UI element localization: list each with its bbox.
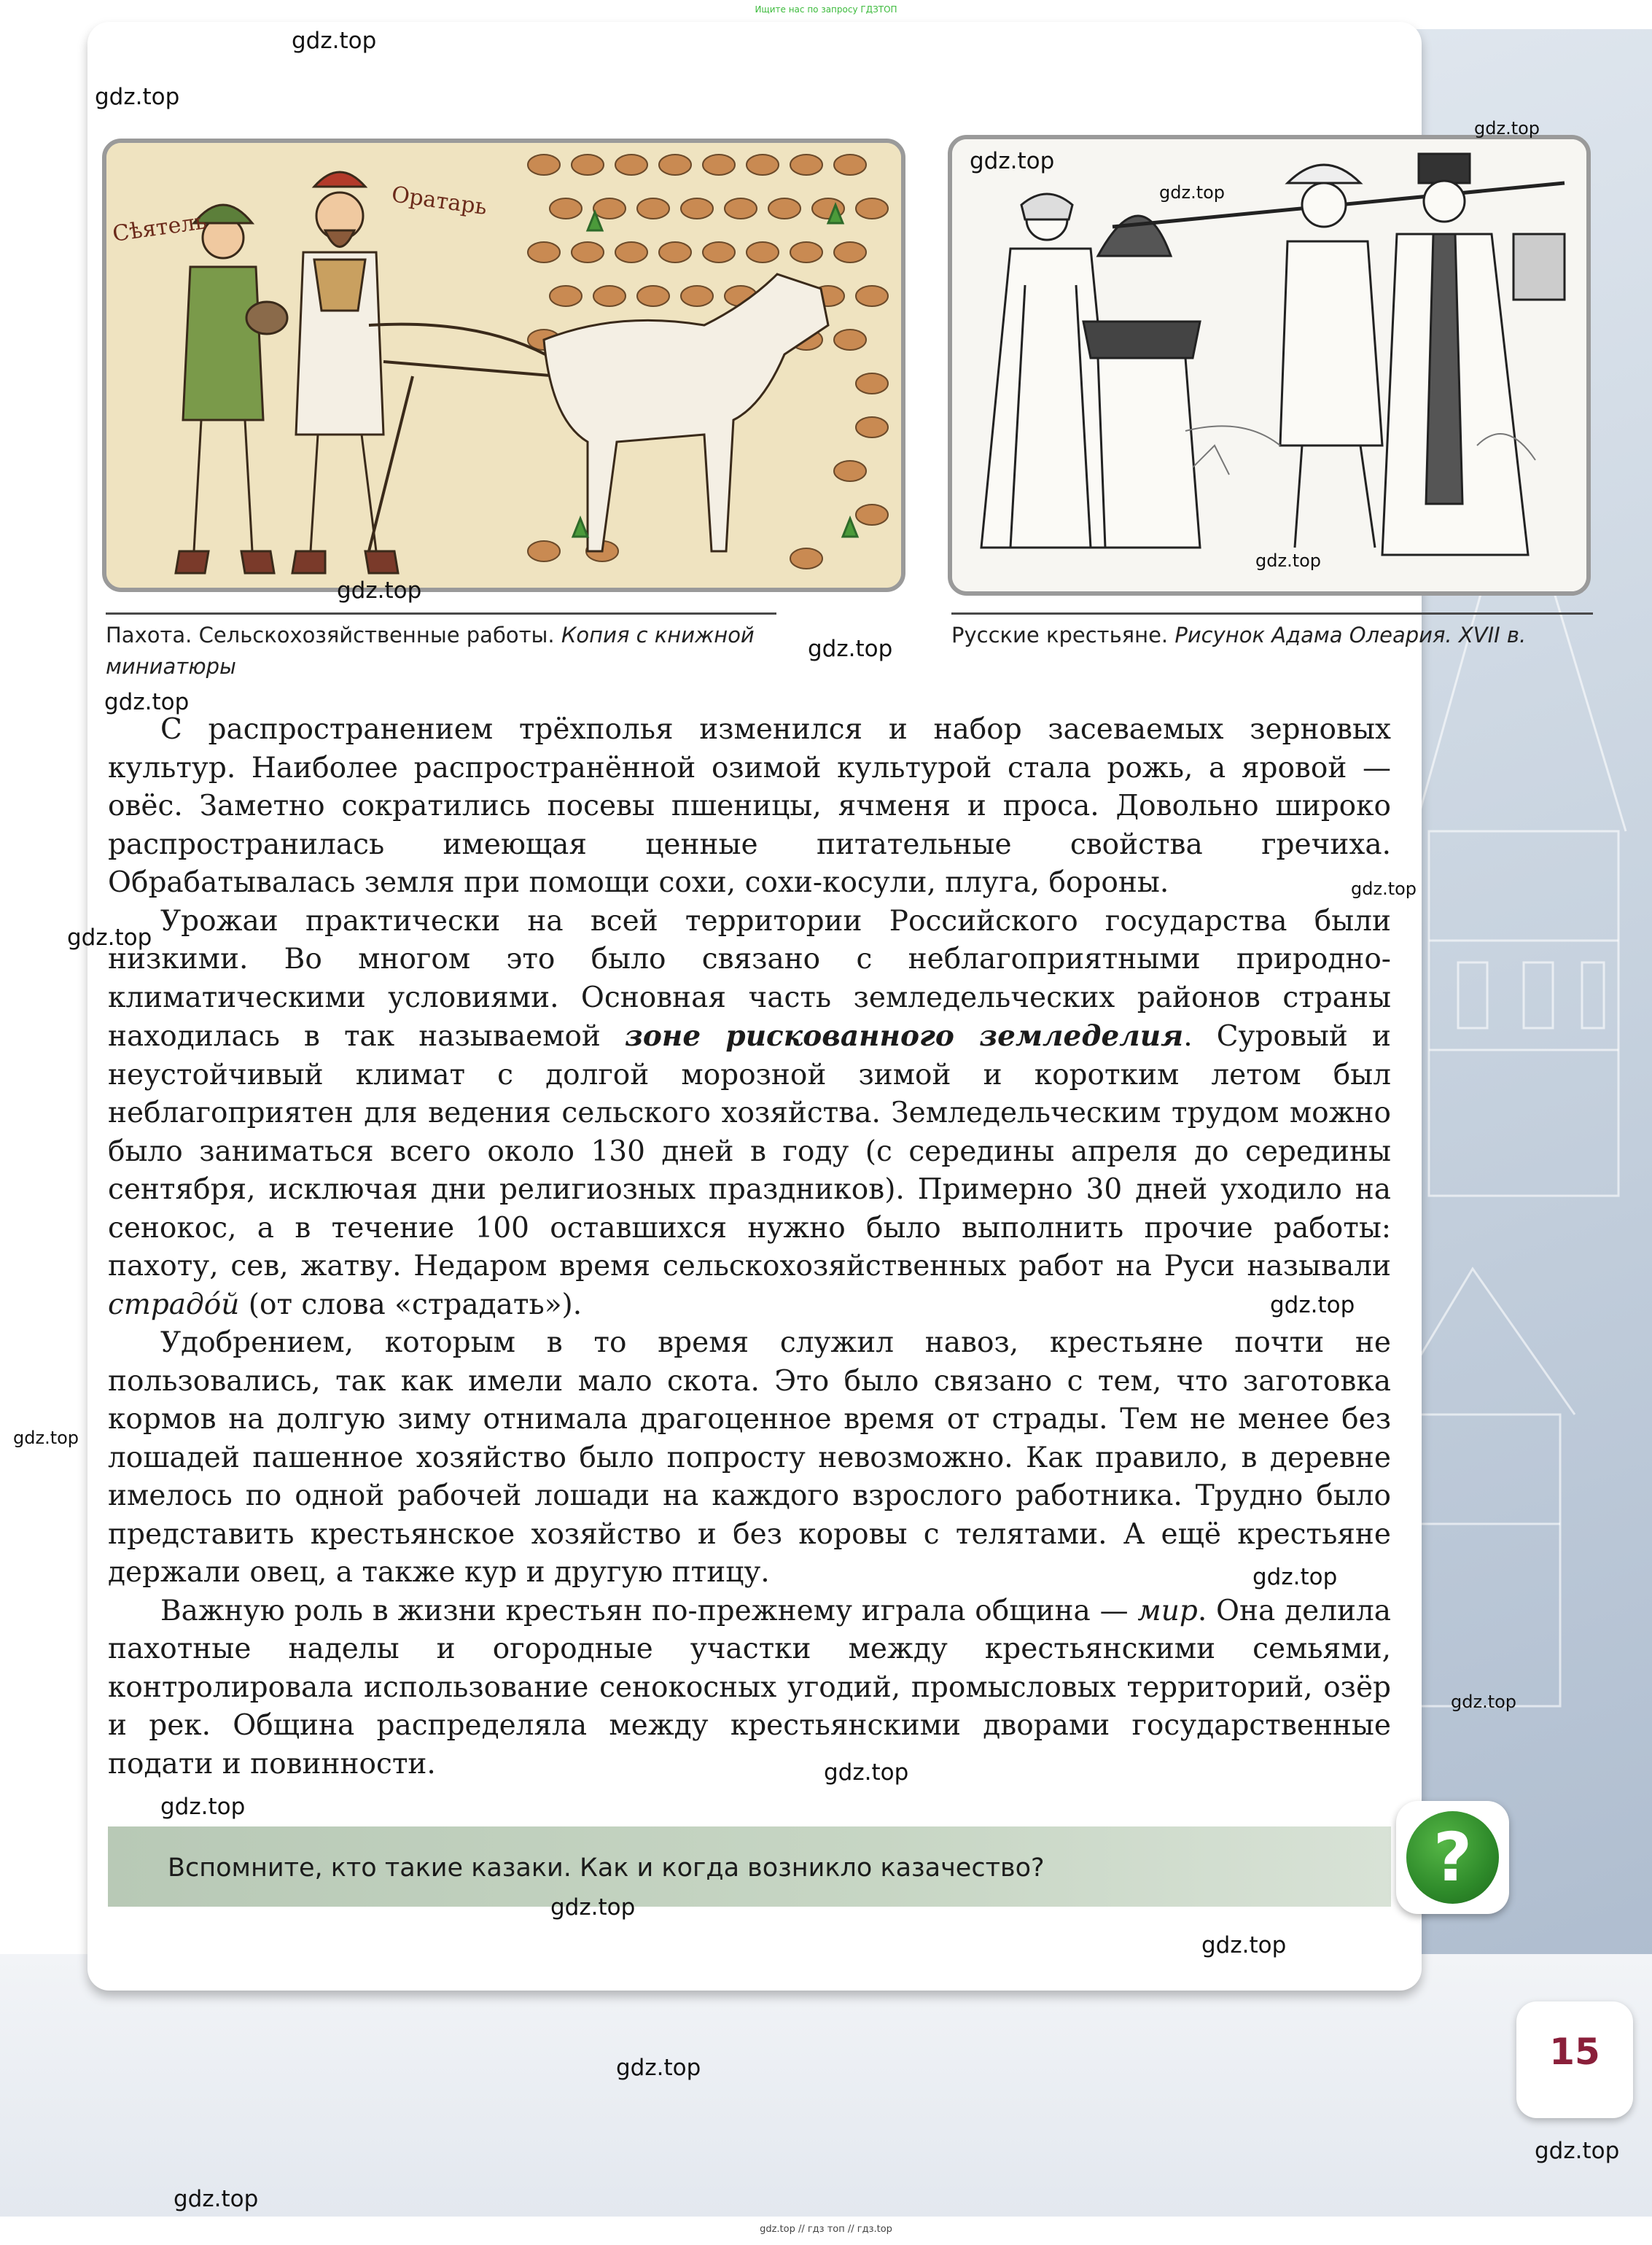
paragraph-4-part-b: . Она делила пахотные наделы и огородные участки между крестьянскими семьями, контролировала использование сенокосных угодий, промысловых территорий, озёр и рек. Община распределяла между крестьянскими дворами государственные подати и повинности. (108, 1594, 1391, 1781)
right-caption-italic: Рисунок Адама Олеария. XVII в. (1174, 623, 1527, 647)
russian-peasants-engraving-image (948, 135, 1591, 596)
watermark: gdz.top (337, 577, 422, 604)
question-text: Вспомните, кто такие казаки. Как и когда возникло казачество? (168, 1853, 1045, 1883)
watermark: gdz.top (808, 636, 893, 662)
watermark: gdz.top (550, 1894, 636, 1921)
footer-watermark: gdz.top // гдз топ // гдз.top (760, 2224, 892, 2235)
left-caption-text: Пахота. Сельскохозяйственные работы. (106, 623, 561, 647)
watermark: gdz.top (1535, 2138, 1620, 2164)
watermark: gdz.top (67, 925, 152, 951)
left-caption-rule (106, 612, 776, 615)
ploughing-miniature-image (102, 139, 905, 592)
watermark: gdz.top (1201, 1932, 1287, 1958)
left-image-caption (106, 620, 762, 682)
watermark: gdz.top (104, 689, 190, 715)
paragraph-1: С распространением трёхполья изменился и набор засеваемых зерновых культур. Наиболее распространённой озимой культурой стала рожь, а яровой — овёс. Заметно сократились посевы пшеницы, ячменя и проса. Довольно широко распространилась имеющая ценные питательные свойства гречиха. Обрабатывалась земля при помощи сохи, сохи-косули, плуга, бороны. (108, 713, 1391, 899)
paragraph-2-part-a: Урожаи практически на всей территории Российского государства были низкими. Во многом это было связано с неблагоприятными природно-климатическими условиями. Основная часть земледельческих районов страны находилась в так называемой (108, 904, 1391, 1053)
right-caption-text: Русские крестьяне. (951, 623, 1175, 647)
watermark: gdz.top (1252, 1564, 1338, 1590)
watermark: gdz.top (824, 1759, 909, 1786)
top-banner: Ищите нас по запросу ГДЗТОП (755, 4, 897, 15)
watermark: gdz.top (1270, 1292, 1355, 1318)
watermark: gdz.top (1351, 879, 1417, 899)
ploughman-label: Оратарь (389, 182, 489, 221)
term-mir: мир (1137, 1594, 1198, 1627)
page-number-box (1516, 2001, 1633, 2118)
watermark: gdz.top (1255, 550, 1322, 571)
watermark: gdz.top (13, 1428, 79, 1448)
watermark: gdz.top (1451, 1692, 1517, 1712)
seeder-label: Сѣятель (111, 209, 209, 247)
page-number: 15 (1549, 2031, 1600, 2073)
watermark: gdz.top (970, 148, 1055, 174)
watermark: gdz.top (1159, 182, 1226, 203)
paragraph-4-part-a: Важную роль в жизни крестьян по-прежнему играла община — (160, 1594, 1138, 1627)
watermark: gdz.top (292, 28, 377, 54)
paragraph-3: Удобрением, которым в то время служил навоз, крестьяне почти не пользовались, так как имели мало скота. Это было связано с тем, что заготовка кормов на долгую зиму отнимала драгоценное время от страды. Тем не менее без лошадей пашенное хозяйство было попросту невозможно. Как правило, в деревне имелось по одной рабочей лошади на каждого взрослого работника. Трудно было представить крестьянское хозяйство и без коровы с телятами. А ещё крестьяне держали овец, а также кур и другую птицу. (108, 1326, 1391, 1589)
paragraph-4 (108, 1592, 1391, 1784)
question-icon: ? (1406, 1811, 1499, 1904)
watermark: gdz.top (95, 84, 180, 110)
watermark: gdz.top (1474, 118, 1540, 139)
left-caption-italic: Копия с книжной миниатюры (106, 623, 755, 679)
term-strada: страдóй (108, 1288, 240, 1321)
right-caption-rule (951, 612, 1593, 615)
background-bottom (0, 1954, 1652, 2217)
paragraph-2 (108, 903, 1391, 1325)
term-risky-farming-zone: зоне рискованного земледелия (625, 1019, 1184, 1053)
paragraph-2-part-c: (от слова «страдать»). (239, 1288, 583, 1321)
paragraph-2-part-b: . Суровый и неустойчивый климат с долгой морозной зимой и коротким летом был неблагоприятен для ведения сельского хозяйства. Земледельческим трудом можно было заниматься всего около 130 дней в году (с середины апреля до середины сентября, исключая дни религиозных праздников). Примерно 30 дней уходило на сенокос, а в течение 100 оставшихся нужно было выполнить прочие работы: пахоту, сев, жатву. Недаром время сельскохозяйственных работ на Руси называли (108, 1020, 1391, 1283)
main-text (108, 711, 1391, 1783)
watermark: gdz.top (174, 2186, 259, 2212)
question-icon-tile (1396, 1801, 1509, 1914)
watermark: gdz.top (160, 1794, 246, 1820)
watermark: gdz.top (616, 2055, 701, 2081)
right-image-caption (951, 620, 1608, 651)
